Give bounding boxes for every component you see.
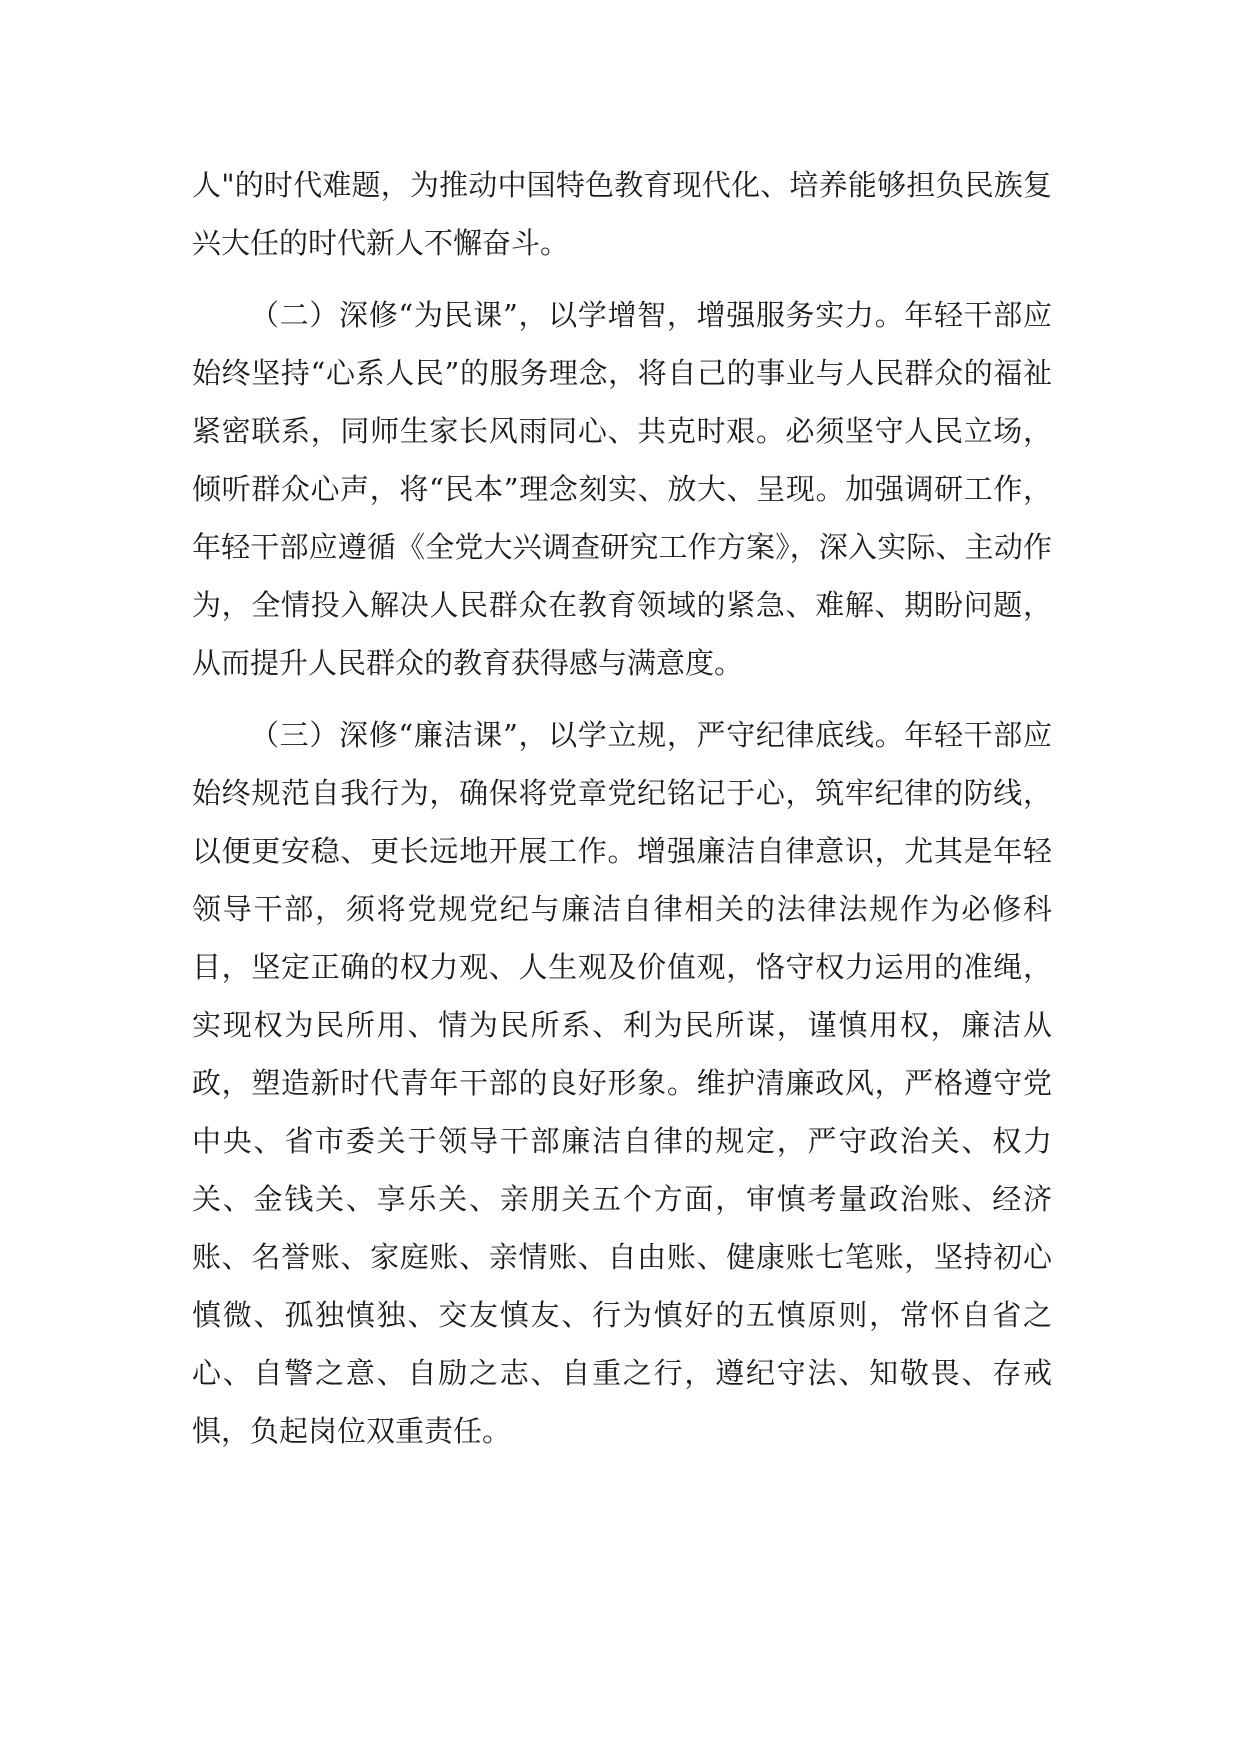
document-body <box>192 156 1052 1474</box>
section-number: （三） <box>250 718 340 752</box>
paragraph-text: 深修“廉洁课”，以学立规，严守纪律底线。年轻干部应始终规范自我行为，确保将党章党纪铭记于心，筑牢纪律的防线，以便更安稳、更长远地开展工作。增强廉洁自律意识，尤其是年轻领导干部，须将党规党纪与廉洁自律相关的法律法规作为必修科目，坚定正确的权力观、人生观及价值观，恪守权力运用的准绳，实现权为民所用、情为民所系、利为民所谋，谨慎用权，廉洁从政，塑造新时代青年干部的良好形象。维护清廉政风，严格遵守党中央、省市委关于领导干部廉洁自律的规定，严守政治关、权力关、金钱关、享乐关、亲朋关五个方面，审慎考量政治账、经济账、名誉账、家庭账、亲情账、自由账、健康账七笔账，坚持初心慎微、孤独慎独、交友慎友、行为慎好的五慎原则，常怀自省之心、自警之意、自励之志、自重之行，遵纪守法、知敬畏、存戒惧，负起岗位双重责任。 <box>192 718 1052 1448</box>
paragraph-text: 深修“为民课”，以学增智，增强服务实力。年轻干部应始终坚持“心系人民”的服务理念，将自己的事业与人民群众的福祉紧密联系，同师生家长风雨同心、共克时艰。必须坚守人民立场，倾听群众心声，将“民本”理念刻实、放大、呈现。加强调研工作，年轻干部应遵循《全党大兴调查研究工作方案》，深入实际、主动作为，全情投入解决人民群众在教育领域的紧急、难解、期盼问题，从而提升人民群众的教育获得感与满意度。 <box>192 298 1052 680</box>
paragraph-section-3 <box>192 706 1052 1460</box>
paragraph-text: 人"的时代难题，为推动中国特色教育现代化、培养能够担负民族复兴大任的时代新人不懈奋斗。 <box>192 168 1052 260</box>
paragraph-continuation <box>192 156 1052 272</box>
section-number: （二） <box>250 298 340 332</box>
paragraph-section-2 <box>192 286 1052 692</box>
